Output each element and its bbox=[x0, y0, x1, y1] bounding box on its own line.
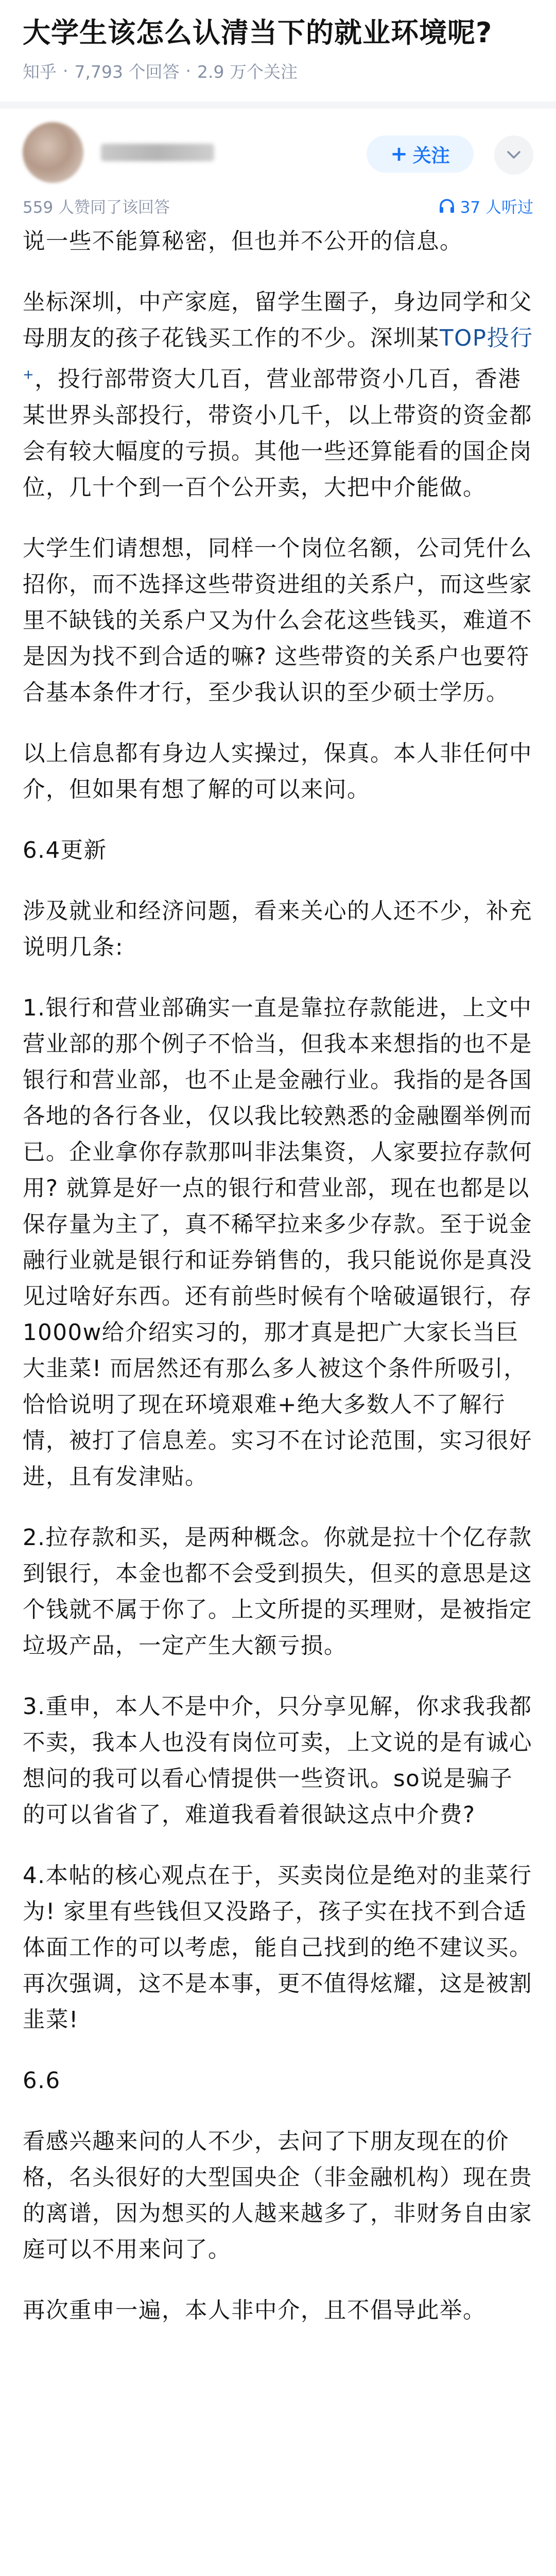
paragraph: 说一些不能算秘密，但也并不公开的信息。 bbox=[23, 229, 463, 255]
question-header bbox=[0, 0, 556, 83]
update-heading: 6.4更新 bbox=[23, 837, 107, 863]
follower-count: 2.9 万个关注 bbox=[197, 62, 298, 82]
paragraph: 涉及就业和经济问题，看来关心的人还不少，补充说明几条: bbox=[23, 898, 532, 960]
listen-count: 37 人听过 bbox=[460, 198, 533, 217]
paragraph: 坐标深圳，中产家庭，留学生圈子，身边同学和父母朋友的孩子花钱买工作的不少。深圳某TOP投行+，投行部带资大几百，营业部带资小几百，香港某世界头部投行，带资小几千，以上带资的资金都会有较大幅度的亏损。其他一些还算能看的国企岗位，几十个到一百个公开卖，大把中介能做。 bbox=[23, 290, 533, 501]
paragraph: 3.重申，本人不是中介，只分享见解，你求我我都不卖，我本人也没有岗位可卖，上文说的是有诚心想问的我可以看心情提供一些资讯。so说是骗子的可以省省了，难道我看着很缺这点中介费? bbox=[23, 1693, 532, 1828]
plus-icon: + bbox=[390, 142, 408, 166]
chevron-down-icon bbox=[506, 150, 522, 160]
paragraph: 看感兴趣来问的人不少，去问了下朋友现在的价格，名头很好的大型国央企（非金融机构）现在贵的离谱，因为想买的人越来越多了，非财务自由家庭可以不用来问了。 bbox=[23, 2128, 532, 2263]
follow-button[interactable] bbox=[367, 135, 474, 173]
paragraph: 再次重申一遍，本人非中介，且不倡导此举。 bbox=[23, 2297, 486, 2324]
question-meta: 知乎 · 7,793 个回答 · 2.9 万个关注 bbox=[23, 59, 533, 83]
agree-count: 559 人赞同了该回答 bbox=[23, 198, 170, 217]
more-button[interactable] bbox=[494, 135, 533, 175]
follow-label: 关注 bbox=[412, 145, 450, 166]
paragraph: 4.本帖的核心观点在于，买卖岗位是绝对的韭菜行为! 家里有些钱但又没路子，孩子实在找不到合适体面工作的可以考虑，能自己找到的绝不建议买。再次强调，这不是本事，更不值得炫耀，这是被割韭菜! bbox=[23, 1862, 532, 2033]
headphones-icon bbox=[439, 198, 455, 214]
source-label: 知乎 bbox=[23, 62, 57, 82]
avatar[interactable] bbox=[23, 122, 83, 183]
answer-stats bbox=[0, 183, 556, 217]
author-row bbox=[0, 109, 556, 183]
section-divider bbox=[0, 101, 556, 109]
answer-count[interactable]: 7,793 个回答 bbox=[74, 62, 180, 82]
question-title[interactable]: 大学生该怎么认清当下的就业环境呢? bbox=[23, 16, 493, 49]
paragraph: 1.银行和营业部确实一直是靠拉存款能进，上文中营业部的那个例子不恰当，但我本来想指的也不是银行和营业部，也不止是金融行业。我指的是各国各地的各行各业，仅以我比较熟悉的金融圈举例而已。企业拿你存款那叫非法集资，人家要拉存款何用? 就算是好一点的银行和营业部，现在也都是以保存量为主了，真不稀罕拉来多少存款。至于说金融行业就是银行和证券销售的，我只能说你是真没见过啥好东西。还有前些时候有个啥破逼银行，存1000w给介绍实习的，那才真是把广大家长当巨大韭菜! 而居然还有那么多人被这个条件所吸引，恰恰说明了现在环境艰难+绝大多数人不了解行情，被打了信息差。实习不在讨论范围，实习很好进，且有发津贴。 bbox=[23, 995, 532, 1490]
link-mark: + bbox=[23, 367, 35, 382]
answer-content bbox=[0, 217, 556, 2329]
author-name[interactable] bbox=[101, 144, 214, 161]
update-heading: 6.6 bbox=[23, 2067, 61, 2094]
paragraph: 以上信息都有身边人实操过，保真。本人非任何中介，但如果有想了解的可以来问。 bbox=[23, 740, 532, 803]
paragraph: 大学生们请想想，同样一个岗位名额，公司凭什么招你，而不选择这些带资进组的关系户，而这些家里不缺钱的关系户又为什么会花这些钱买，难道不是因为找不到合适的嘛? 这些带资的关系户也要符合基本条件才行，至少我认识的至少硕士学历。 bbox=[23, 535, 532, 706]
topic-link[interactable]: TOP投行+ bbox=[23, 326, 533, 382]
paragraph: 2.拉存款和买，是两种概念。你就是拉十个亿存款到银行，本金也都不会受到损失，但买的意思是这个钱就不属于你了。上文所提的买理财，是被指定垃圾产品，一定产生大额亏损。 bbox=[23, 1524, 532, 1659]
listen-button[interactable] bbox=[439, 194, 533, 217]
